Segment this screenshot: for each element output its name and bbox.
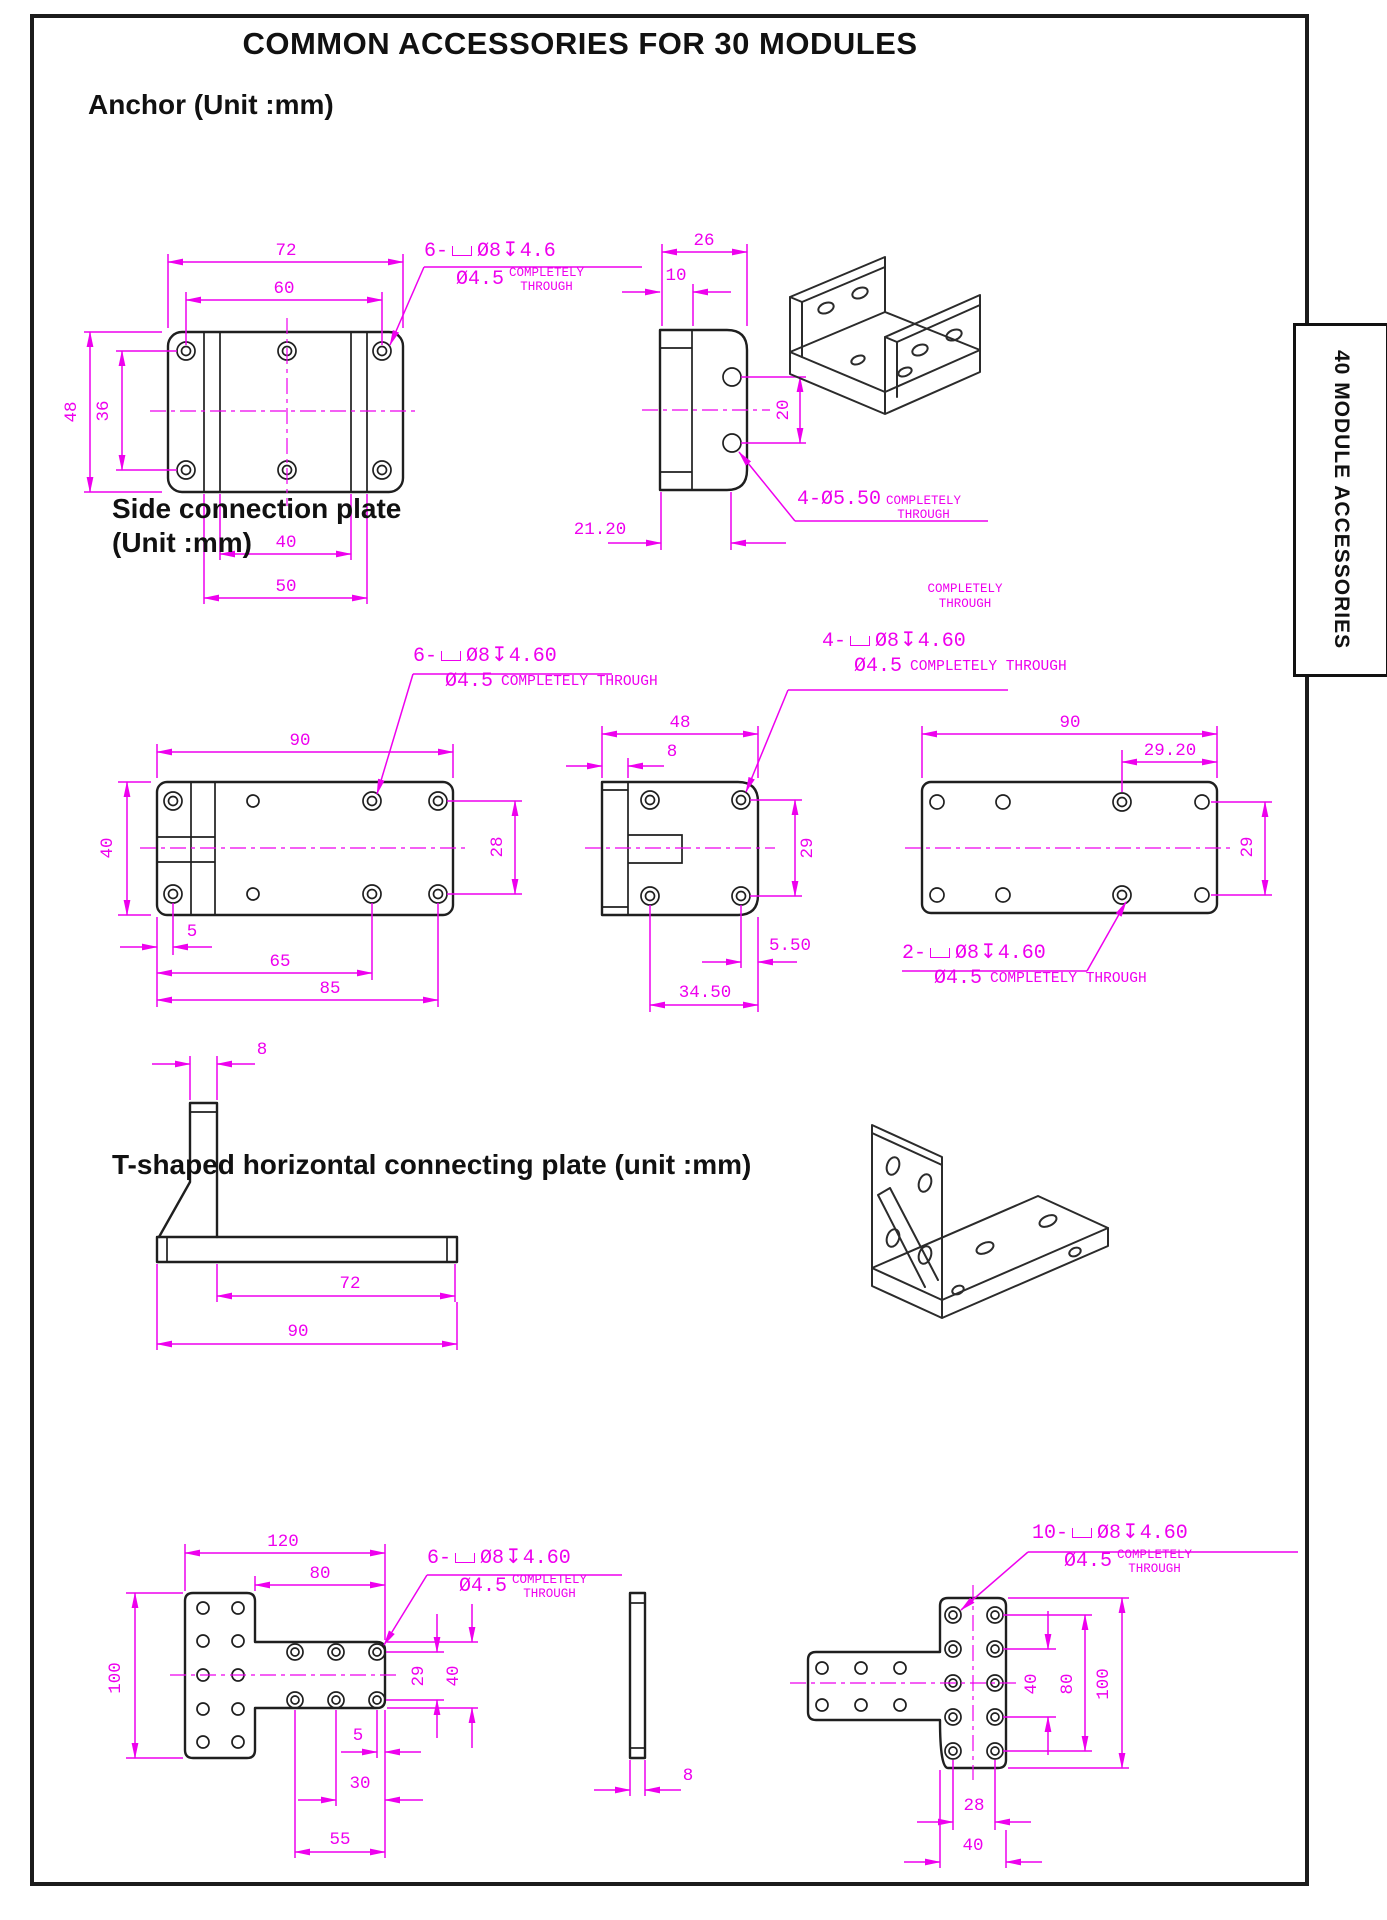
- dim-label: 40: [962, 1836, 984, 1856]
- thru-note: THROUGH: [1128, 1562, 1181, 1577]
- dim-label: 5: [186, 922, 198, 942]
- dim-label: 90: [289, 731, 311, 751]
- callout-side-plate-4: [822, 628, 1067, 679]
- side-plate-front-view: [98, 674, 612, 1007]
- hole-dia: Ø8: [875, 630, 900, 653]
- hole-count: 10-: [1032, 1522, 1069, 1545]
- dim-label: 30: [349, 1774, 371, 1794]
- dim-label: 36: [94, 400, 114, 422]
- thru-note: THROUGH: [523, 1587, 576, 1602]
- dim-label: 100: [106, 1662, 126, 1694]
- dim-label: 72: [275, 241, 297, 261]
- dim-label: 5.50: [768, 936, 812, 956]
- section-heading-t-plate: T-shaped horizontal connecting plate (unit :mm): [112, 1149, 752, 1180]
- hole-dia: Ø8: [477, 240, 502, 263]
- thru-dia: Ø4.5: [445, 670, 494, 694]
- dim-label: 5: [352, 1726, 364, 1746]
- dim-label: 40: [1022, 1673, 1042, 1695]
- hole-count: 6-: [427, 1547, 452, 1570]
- dim-label: 26: [693, 231, 715, 251]
- t-plate-back-view: [790, 1552, 1298, 1868]
- sheet-title: COMMON ACCESSORIES FOR 30 MODULES: [242, 26, 918, 61]
- thru-note: COMPLETELY: [1117, 1548, 1193, 1563]
- thru-note: COMPLETELY THROUGH: [501, 674, 658, 691]
- thru-dia: Ø4.5: [456, 268, 505, 292]
- dim-label: 28: [963, 1796, 985, 1816]
- l-bracket-profile-view: [152, 1040, 457, 1350]
- dim-label: 50: [275, 577, 297, 597]
- l-bracket-isometric-view: [872, 1125, 1108, 1318]
- callout-t-plate-10: [1032, 1520, 1192, 1576]
- dim-label: 8: [666, 742, 678, 762]
- thru-dia: Ø4.5: [934, 967, 983, 991]
- dim-label: 8: [682, 1766, 694, 1786]
- hole-count: 6-: [424, 240, 449, 263]
- thru-note: COMPLETELY: [927, 582, 1003, 596]
- callout-anchor-drill: [797, 489, 961, 522]
- counterbore-icon: [452, 246, 472, 256]
- hole-dia: Ø8: [466, 645, 491, 668]
- dim-label: 8: [256, 1040, 268, 1060]
- callout-side-plate-6: [413, 643, 658, 694]
- depth-icon: ↧: [1122, 1519, 1139, 1543]
- counterbore-icon: [930, 948, 950, 958]
- hole-depth: 4.60: [522, 1547, 571, 1570]
- callout-t-plate-6: [427, 1545, 587, 1601]
- hole-count: 2-: [902, 942, 927, 965]
- thru-dia: Ø4.5: [854, 655, 903, 679]
- dim-label: 34.50: [678, 983, 732, 1003]
- side-tab-40-module-accessories: [1293, 323, 1387, 677]
- depth-icon: ↧: [491, 642, 508, 666]
- thru-note: COMPLETELY THROUGH: [910, 659, 1067, 676]
- hole-depth: 4.60: [997, 942, 1046, 965]
- thru-note: COMPLETELY: [509, 266, 585, 281]
- anchor-isometric-view: [790, 257, 980, 414]
- section-heading-side-plate: [112, 492, 401, 560]
- hole-depth: 4.60: [917, 630, 966, 653]
- dim-label: 29: [798, 837, 818, 859]
- dim-label: 100: [1094, 1668, 1114, 1700]
- section-heading-side-plate-line2: (Unit :mm): [112, 527, 252, 559]
- thru-note: COMPLETELY: [886, 494, 962, 508]
- dim-label: 120: [267, 1532, 299, 1552]
- callout-anchor-counterbore: [424, 238, 584, 294]
- dim-label: 55: [329, 1830, 351, 1850]
- counterbore-icon: [441, 651, 461, 661]
- dim-label: 40: [275, 533, 297, 553]
- counterbore-icon: [1072, 1528, 1092, 1538]
- depth-icon: ↧: [502, 237, 519, 261]
- dim-label: 28: [488, 836, 508, 858]
- depth-icon: ↧: [980, 939, 997, 963]
- dim-label: 80: [309, 1564, 331, 1584]
- dim-label: 65: [269, 952, 291, 972]
- dim-label: 29: [1238, 836, 1258, 858]
- dim-label: 40: [98, 837, 118, 859]
- hole-count: 4-: [822, 630, 847, 653]
- hole-depth: 4.6: [519, 240, 556, 263]
- dim-label: 90: [1059, 713, 1081, 733]
- dim-label: 80: [1058, 1673, 1078, 1695]
- hole-dia: Ø8: [1097, 1522, 1122, 1545]
- note-completely-through: [905, 582, 1025, 612]
- dim-label: 29: [409, 1665, 429, 1687]
- dim-label: 40: [444, 1665, 464, 1687]
- t-plate-edge-view: [594, 1593, 693, 1796]
- hole-spec: 4-Ø5.50: [797, 488, 882, 511]
- hole-count: 6-: [413, 645, 438, 668]
- dim-label: 20: [774, 399, 794, 421]
- hole-dia: Ø8: [480, 1547, 505, 1570]
- hole-depth: 4.60: [508, 645, 557, 668]
- dim-label: 29.20: [1143, 741, 1197, 761]
- section-heading-anchor: Anchor (Unit :mm): [88, 89, 334, 120]
- thru-dia: Ø4.5: [1064, 1550, 1113, 1574]
- counterbore-icon: [850, 636, 870, 646]
- thru-note: COMPLETELY: [512, 1573, 588, 1588]
- dim-label: 72: [339, 1274, 361, 1294]
- thru-dia: Ø4.5: [459, 1575, 508, 1599]
- counterbore-icon: [455, 1553, 475, 1563]
- dim-label: 85: [319, 979, 341, 999]
- side-tab-label: 40 MODULE ACCESSORIES: [1330, 350, 1353, 650]
- section-heading-side-plate-line1: Side connection plate: [112, 493, 402, 524]
- thru-note: THROUGH: [520, 280, 573, 295]
- dim-label: 10: [665, 266, 687, 286]
- thru-note: THROUGH: [897, 508, 950, 522]
- thru-note: COMPLETELY THROUGH: [990, 971, 1147, 988]
- dim-label: 90: [287, 1322, 309, 1342]
- hole-depth: 4.60: [1139, 1522, 1188, 1545]
- callout-side-plate-2: [902, 940, 1147, 991]
- side-plate-back-view: [902, 713, 1272, 971]
- dim-label: 60: [273, 279, 295, 299]
- dim-label: 21.20: [573, 520, 627, 540]
- thru-note: THROUGH: [938, 597, 992, 611]
- dim-label: 48: [669, 713, 691, 733]
- depth-icon: ↧: [505, 1544, 522, 1568]
- depth-icon: ↧: [900, 627, 917, 651]
- dim-label: 48: [62, 401, 82, 423]
- hole-dia: Ø8: [955, 942, 980, 965]
